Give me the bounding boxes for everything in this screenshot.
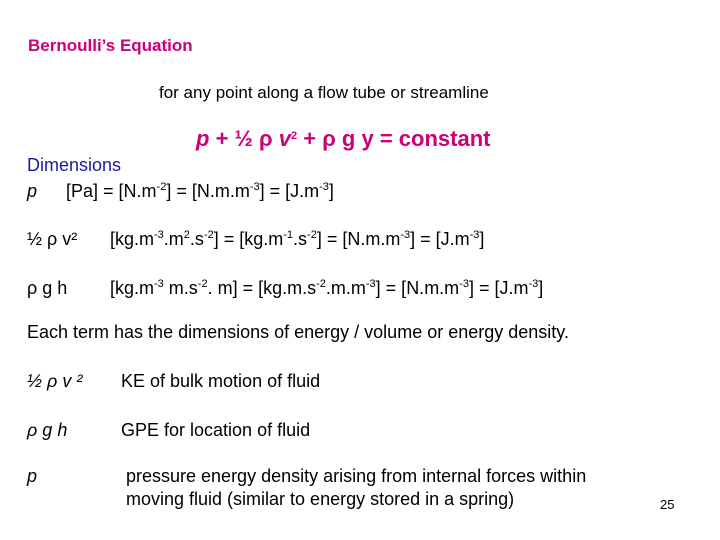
exponent: -3 [154,229,164,241]
expression-text: ] = [J.m [259,181,320,201]
expression-text: ] = [N.m.m [316,229,401,249]
exponent: -1 [283,229,294,241]
exponent: -3 [154,278,164,290]
exponent: -3 [528,278,539,290]
summary-text: Each term has the dimensions of energy / volume or energy density. [27,322,569,342]
exponent: -3 [400,229,411,241]
exponent: -2 [307,229,317,241]
exponent: -2 [197,278,208,290]
exponent: -3 [459,278,469,290]
expression-text: ] [328,181,334,201]
dimension-expression-kinetic [110,229,484,250]
term-description-kinetic: KE of bulk motion of fluid [121,371,321,391]
exponent: -3 [469,229,480,241]
expression-text: .s [189,229,204,249]
exponent: -3 [365,278,376,290]
dimension-expression-potential [110,278,543,299]
expression-text: m.s [163,278,198,298]
slide-subtitle: for any point along a flow tube or streamline [159,83,489,102]
expression-text: ] = [J.m [410,229,470,249]
expression-text: ] = [J.m [468,278,529,298]
dimension-term-pressure: p [27,181,38,201]
exponent: -2 [156,181,167,193]
expression-text: ] = [N.m.m [375,278,460,298]
equation-rest: g y = constant [335,126,491,151]
expression-text: .m [163,229,184,249]
page-number: 25 [660,497,675,512]
term-symbol-kinetic: ½ ρ v ² [27,371,83,391]
term-description-potential: GPE for location of fluid [121,420,311,440]
equation-velocity-exponent: 2 [290,130,298,142]
equation-pressure: p [196,126,210,151]
term-symbol-pressure: p [27,466,38,486]
dimension-expression-pressure [66,181,334,202]
dimension-term-kinetic: ½ ρ v² [27,229,78,249]
term-symbol-potential: ρ g h [27,420,68,440]
exponent: -2 [203,229,214,241]
bernoulli-equation [196,126,490,152]
slide-title: Bernoulli’s Equation [28,36,193,55]
expression-text: .s [293,229,308,249]
dimensions-heading: Dimensions [27,155,122,175]
expression-text: [kg.m [110,229,155,249]
expression-text: .m.m [325,278,366,298]
expression-text: [Pa] = [N.m [66,181,157,201]
equation-rho: ρ [259,126,273,151]
equation-rho: ρ [322,126,336,151]
expression-text: ] [538,278,544,298]
exponent: -2 [316,278,326,290]
expression-text: [kg.m [110,278,155,298]
equation-plus-half: + ½ [209,126,259,151]
expression-text: ] [479,229,485,249]
term-description-pressure-line1: pressure energy density arising from internal forces within [126,466,587,486]
equation-velocity: v [272,126,291,151]
expression-text: . m] = [kg.m.s [207,278,317,298]
term-description-pressure-line2: moving fluid (similar to energy stored in a spring) [126,489,515,509]
expression-text: ] = [N.m.m [166,181,250,201]
exponent: -3 [319,181,329,193]
exponent: -3 [249,181,260,193]
exponent: 2 [183,229,190,241]
expression-text: ] = [kg.m [213,229,284,249]
equation-plus: + [297,126,323,151]
dimension-term-potential: ρ g h [27,278,68,298]
